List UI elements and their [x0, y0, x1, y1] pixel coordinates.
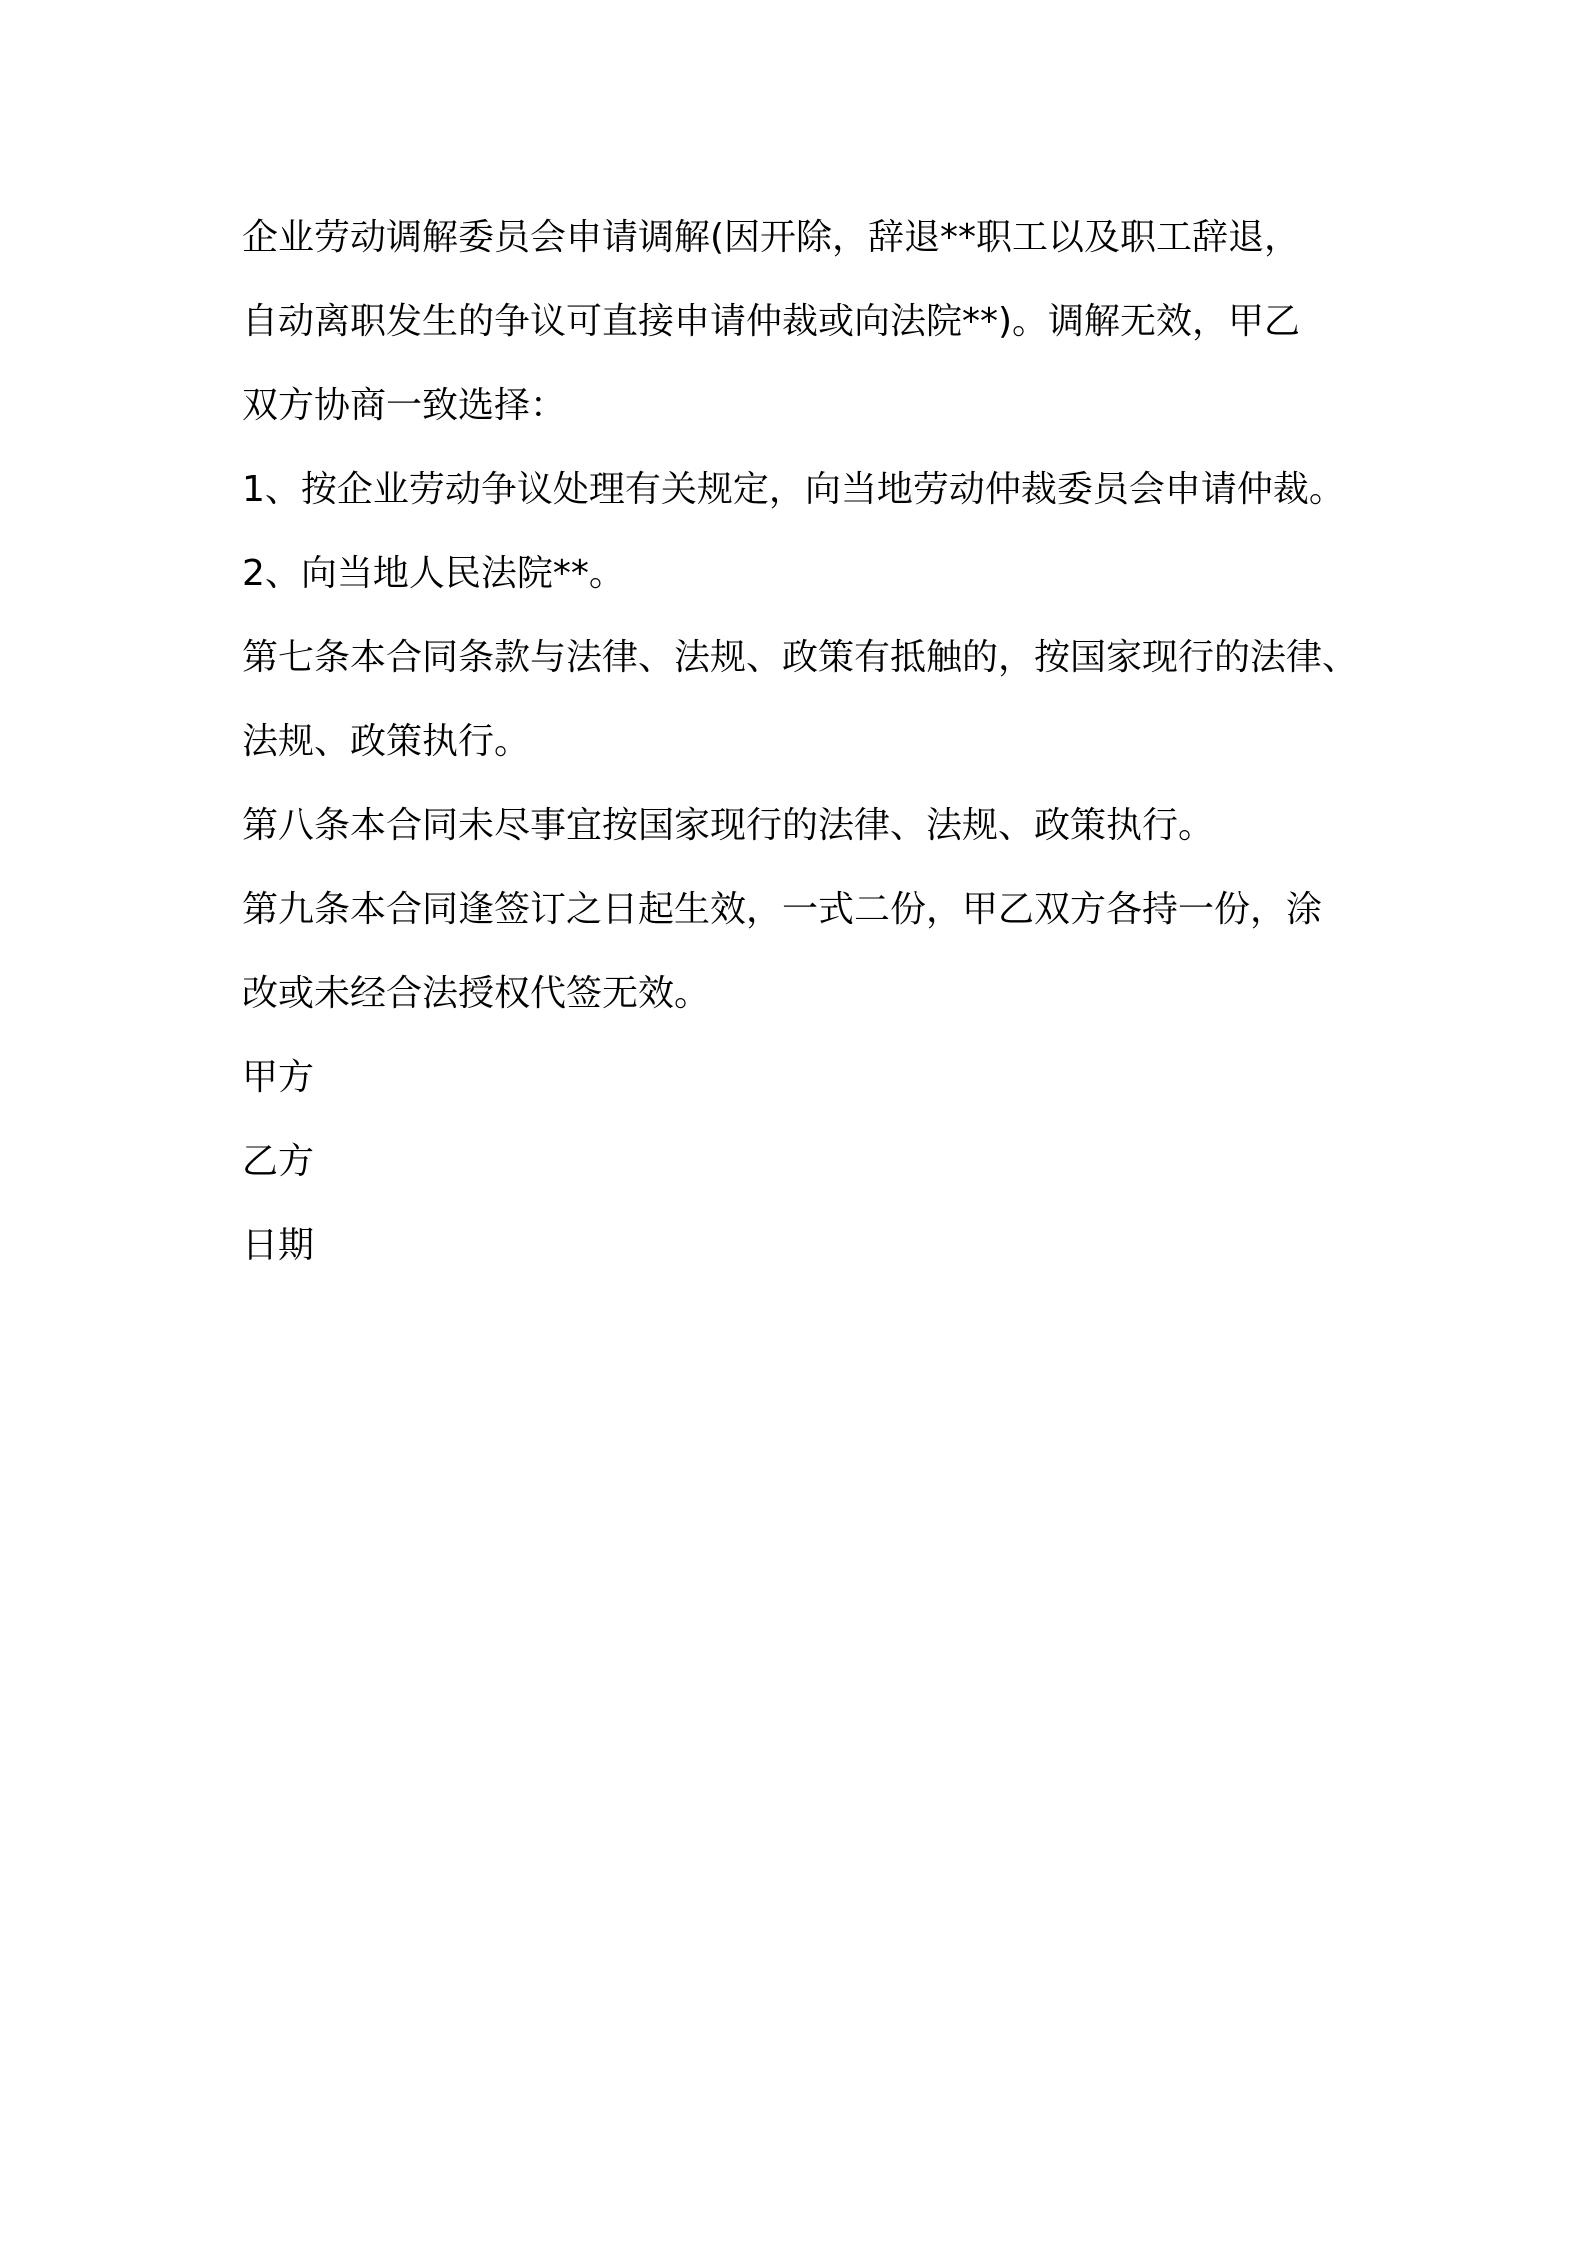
document-body — [242, 196, 1392, 1288]
article-seven-line-2: 法规、政策执行。 — [242, 721, 531, 762]
paragraph-mediation-line-3: 双方协商一致选择： — [242, 385, 567, 426]
paragraph-mediation-line-1: 企业劳动调解委员会申请调解(因开除，辞退**职工以及职工辞退， — [242, 217, 1301, 258]
option-court: 2、向当地人民法院**。 — [242, 553, 625, 594]
article-eight: 第八条本合同未尽事宜按国家现行的法律、法规、政策执行。 — [242, 805, 1215, 846]
party-a-label: 甲方 — [242, 1057, 315, 1098]
option-arbitration: 1、按企业劳动争议处理有关规定，向当地劳动仲裁委员会申请仲裁。 — [242, 469, 1345, 510]
party-b-label: 乙方 — [242, 1141, 315, 1182]
article-nine-line-1: 第九条本合同逢签订之日起生效，一式二份，甲乙双方各持一份，涂 — [242, 889, 1323, 930]
article-nine-line-2: 改或未经合法授权代签无效。 — [242, 973, 711, 1014]
date-label: 日期 — [242, 1225, 315, 1266]
article-seven-line-1: 第七条本合同条款与法律、法规、政策有抵触的，按国家现行的法律、 — [242, 637, 1359, 678]
paragraph-mediation-line-2: 自动离职发生的争议可直接申请仲裁或向法院**)。调解无效，甲乙 — [242, 301, 1301, 342]
